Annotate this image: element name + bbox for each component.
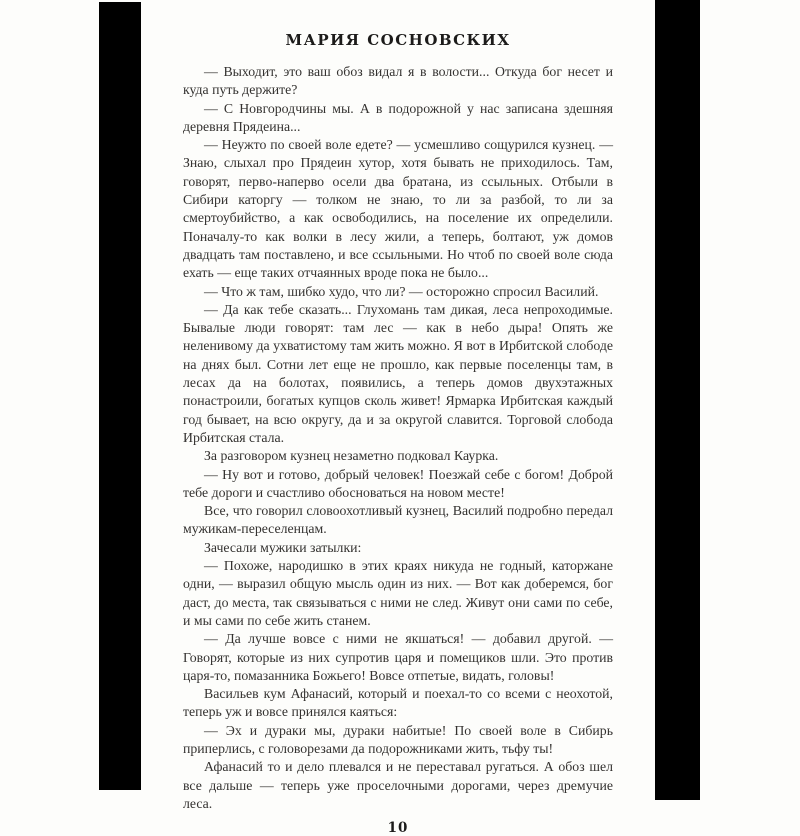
paragraph: — Выходит, это ваш обоз видал я в волости... Откуда бог несет и куда путь держите? xyxy=(183,64,613,98)
scan-edge-bar-right xyxy=(655,0,700,800)
paragraph: — Эх и дураки мы, дураки набитые! По своей воле в Сибирь приперлись, с головорезами да подорожниками жить, тьфу ты! xyxy=(183,722,613,756)
paragraph: — Что ж там, шибко худо, что ли? — осторожно спросил Василий. xyxy=(204,283,599,299)
paragraph: — С Новгородчины мы. А в подорожной у нас записана здешняя деревня Прядеина... xyxy=(183,100,613,134)
paragraph: За разговором кузнец незаметно подковал Каурка. xyxy=(204,448,499,464)
paragraph: Все, что говорил словоохотливый кузнец, Василий подробно передал мужикам-переселенцам. xyxy=(183,503,613,537)
paragraph: Зачесали мужики затылки: xyxy=(204,539,362,555)
paragraph: — Похоже, народишко в этих краях никуда не годный, каторжане одни, — выразил общую мысль один из них. — Вот как доберемся, бог даст, до места, так связываться с ними не след. Живут они сами по себе, и мы сами по себе жить станем. xyxy=(183,558,613,628)
paragraph: — Ну вот и готово, добрый человек! Поезжай себе с богом! Доброй тебе дороги и счастливо обосноваться на новом месте! xyxy=(183,466,613,500)
paragraph: — Да лучше вовсе с ними не якшаться! — добавил другой. — Говорят, которые из них супротив царя и помещиков шли. Это против царя-то, помазанника Божьего! Вовсе отпетые, видать, головы! xyxy=(183,631,613,683)
paragraph: Васильев кум Афанасий, который и поехал-то со всеми с неохотой, теперь уж и вовсе принялся каяться: xyxy=(183,686,613,720)
paragraph: — Неужто по своей воле едете? — усмешливо сощурился кузнец. — Знаю, слыхал про Прядеин хутор, хотя бывать не приходилось. Там, говорят, перво-наперво осели два братана, из ссыльных. Отбыли в Сибири каторгу — толком не знаю, то ли за разбой, то ли за смертоубийство, а как освободились, на поселение их определили. Поначалу-то как волки в лесу жили, а теперь, болтают, уж домов двадцать там поставлено, и все ссыльными. Но чтоб по своей воле сюда ехать — еще таких отчаянных вроде пока не было... xyxy=(183,137,613,281)
running-head-author: МАРИЯ СОСНОВСКИХ xyxy=(285,31,511,49)
paragraph: — Да как тебе сказать... Глухомань там дикая, леса непроходимые. Бывалые люди говорят: там лес — как в небо дыра! Опять же неленивому да ухватистому там жить можно. Я вот в Ирбитской слободе на днях был. Сотни лет еще не прошло, как первые поселенцы там, в лесах да на болотах, появились, а теперь домов двухэтажных понастроили, богатых купцов сколь живет! Ярмарка Ирбитская каждый год бывает, на всю округу, да и за округой славится. Торговой слобода Ирбитская стала. xyxy=(183,301,613,445)
scan-edge-bar-left xyxy=(99,2,141,790)
page-number: 10 xyxy=(387,820,409,836)
paragraph: Афанасий то и дело плевался и не переставал ругаться. А обоз шел все дальше — теперь уже проселочными дорогами, через дремучие леса. xyxy=(183,759,613,811)
page-content xyxy=(183,30,613,836)
body-text xyxy=(183,63,613,813)
